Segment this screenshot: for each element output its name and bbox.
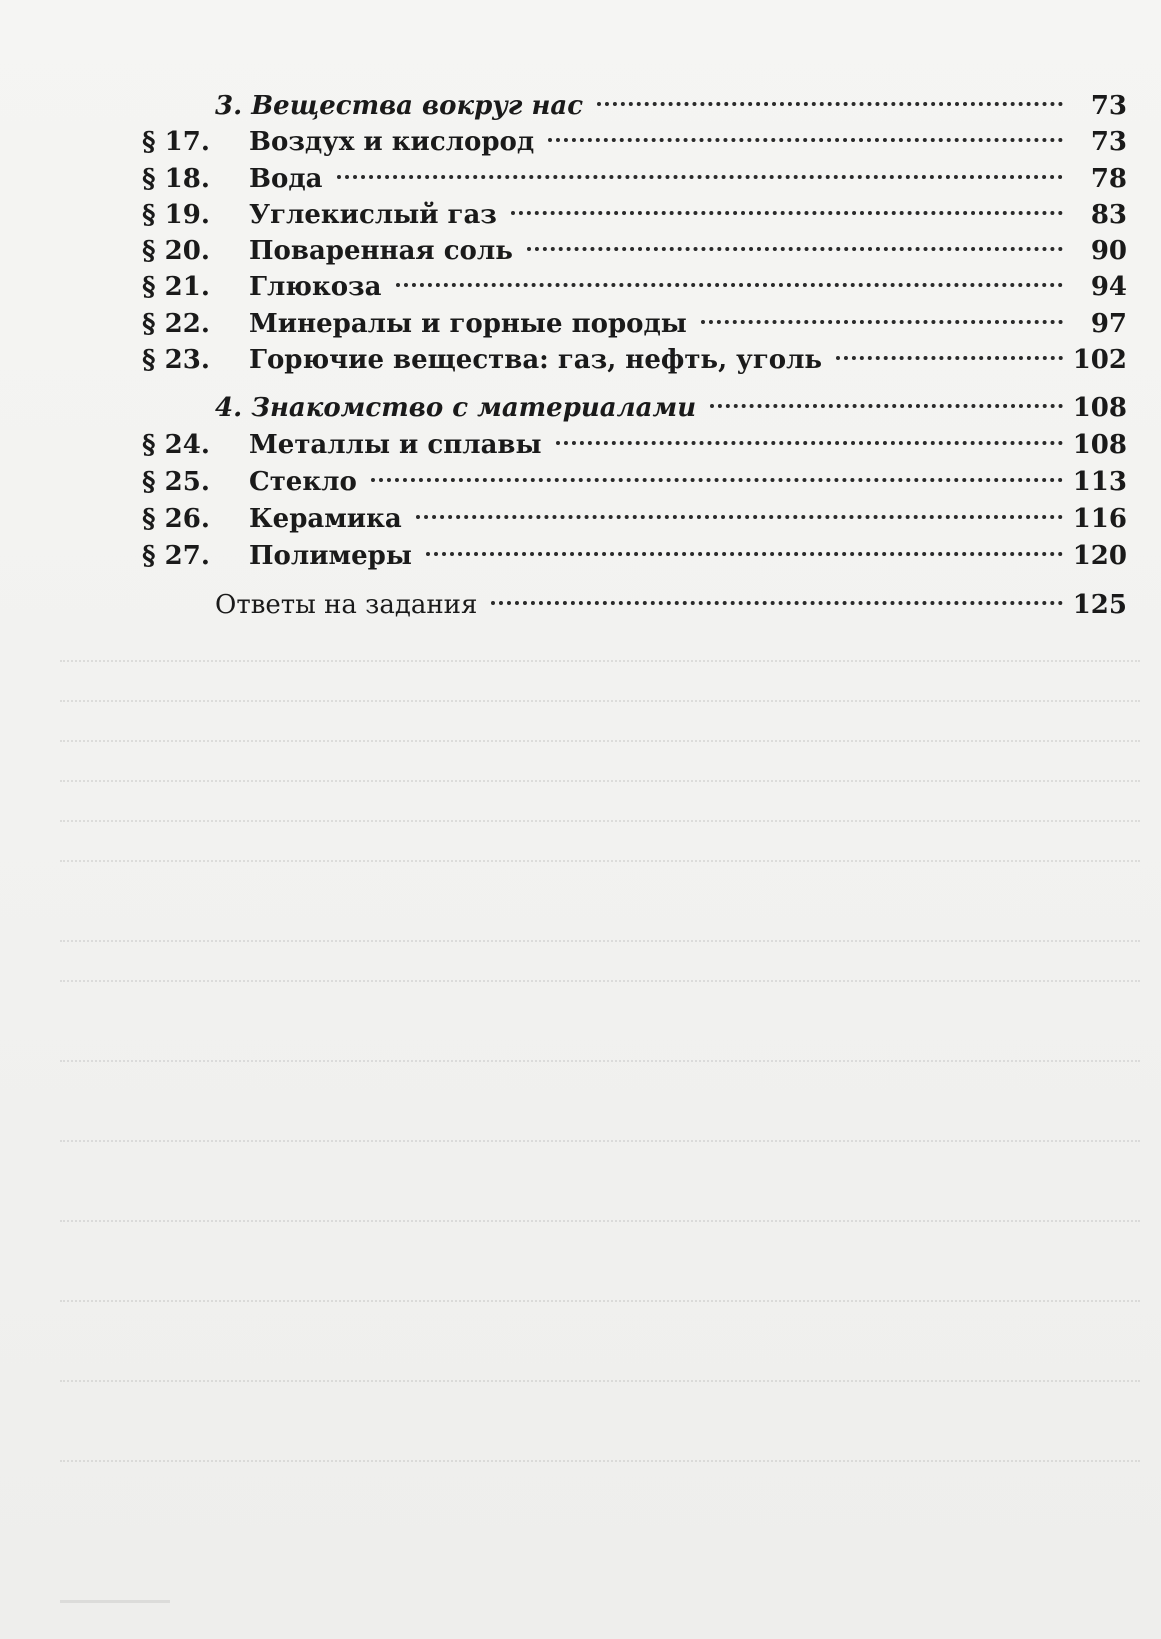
toc-entry-title: Металлы и сплавы: [249, 430, 542, 460]
toc-entry-section-number: § 25.: [142, 467, 210, 497]
toc-entry-title-wrap: [249, 463, 1071, 501]
ghost-line: [60, 1380, 1140, 1383]
toc-entry-title-wrap: [249, 537, 1071, 575]
dot-leader: [491, 601, 1063, 605]
toc-entry-page: 73: [1090, 127, 1127, 157]
ghost-line: [60, 1140, 1140, 1143]
toc-entry-section-27: [0, 537, 1161, 575]
toc-entry-section-20: [0, 232, 1161, 270]
toc-entry-title-wrap: [249, 268, 1071, 306]
toc-entry-section-number: § 22.: [142, 309, 210, 339]
toc-entry-page: 102: [1072, 345, 1127, 375]
toc-entry-title-wrap: [215, 389, 1071, 427]
toc-entry-page: 78: [1090, 164, 1127, 194]
toc-entry-page: 125: [1072, 590, 1127, 620]
toc-entry-section-17: [0, 123, 1161, 161]
ghost-line: [60, 820, 1140, 823]
toc-entry-section-18: [0, 160, 1161, 198]
dot-leader: [556, 441, 1063, 445]
ghost-line: [60, 1060, 1140, 1063]
dot-leader: [371, 478, 1063, 482]
toc-entry-title: Углекислый газ: [249, 200, 497, 230]
toc-entry-title-wrap: [215, 87, 1071, 125]
ghost-line: [60, 700, 1140, 703]
ghost-line: [60, 660, 1140, 663]
dot-leader: [710, 404, 1063, 408]
toc-entry-page: 116: [1072, 504, 1127, 534]
toc-entry-title-wrap: [249, 232, 1071, 270]
toc-entry-section-number: § 17.: [142, 127, 210, 157]
ghost-line: [60, 1460, 1140, 1463]
toc-entry-page: 83: [1090, 200, 1127, 230]
dot-leader: [426, 552, 1063, 556]
toc-entry-title: Горючие вещества: газ, нефть, уголь: [249, 345, 823, 375]
ghost-line: [60, 1300, 1140, 1303]
toc-entry-section-25: [0, 463, 1161, 501]
toc-entry-answers: [0, 586, 1161, 624]
toc-entry-title-wrap: [249, 305, 1071, 343]
toc-entry-title-wrap: [249, 160, 1071, 198]
toc-entry-section-19: [0, 196, 1161, 234]
toc-entry-section-number: § 27.: [142, 541, 210, 571]
dot-leader: [701, 320, 1063, 324]
toc-entry-section-26: [0, 500, 1161, 538]
toc-entry-section-21: [0, 268, 1161, 306]
toc-entry-section-number: § 19.: [142, 200, 210, 230]
toc-entry-title: Полимеры: [249, 541, 412, 571]
dot-leader: [337, 175, 1064, 179]
toc-entry-section-22: [0, 305, 1161, 343]
toc-entry-title: Воздух и кислород: [249, 127, 535, 157]
toc-entry-title: 4. Знакомство с материалами: [215, 393, 697, 423]
toc-entry-section-number: § 20.: [142, 236, 210, 266]
ghost-line: [60, 940, 1140, 943]
toc-entry-title-wrap: [249, 341, 1071, 379]
toc-entry-section-24: [0, 426, 1161, 464]
toc-entry-title: Ответы на задания: [215, 590, 478, 620]
ghost-line: [60, 780, 1140, 783]
toc-entry-title-wrap: [249, 426, 1071, 464]
dot-leader: [597, 102, 1063, 106]
ghost-line: [60, 740, 1140, 743]
dot-leader: [527, 247, 1063, 251]
toc-entry-section-number: § 23.: [142, 345, 210, 375]
toc-entry-chapter-3: [0, 87, 1161, 125]
toc-entry-page: 108: [1072, 393, 1127, 423]
toc-entry-title-wrap: [215, 586, 1071, 624]
toc-entry-title: Стекло: [249, 467, 357, 497]
toc-entry-section-number: § 21.: [142, 272, 210, 302]
ghost-line: [60, 860, 1140, 863]
dot-leader: [548, 138, 1063, 142]
toc-entry-section-number: § 24.: [142, 430, 210, 460]
toc-entry-title: Минералы и горные породы: [249, 309, 687, 339]
toc-entry-page: 113: [1072, 467, 1127, 497]
toc-entry-page: 108: [1072, 430, 1127, 460]
toc-entry-page: 73: [1090, 91, 1127, 121]
toc-entry-section-number: § 18.: [142, 164, 210, 194]
toc-entry-chapter-4: [0, 389, 1161, 427]
toc-entry-title: Глюкоза: [249, 272, 382, 302]
toc-entry-page: 120: [1072, 541, 1127, 571]
dot-leader: [396, 283, 1063, 287]
toc-entry-title: Поваренная соль: [249, 236, 513, 266]
toc-entry-title: Керамика: [249, 504, 402, 534]
dot-leader: [836, 356, 1063, 360]
toc-entry-section-number: § 26.: [142, 504, 210, 534]
toc-entry-page: 90: [1090, 236, 1127, 266]
dot-leader: [511, 211, 1063, 215]
dot-leader: [416, 515, 1063, 519]
toc-entry-title-wrap: [249, 123, 1071, 161]
toc-entry-title: 3. Вещества вокруг нас: [215, 91, 584, 121]
toc-entry-title: Вода: [249, 164, 323, 194]
ghost-page-number: [60, 1540, 170, 1603]
ghost-line: [60, 1220, 1140, 1223]
toc-entry-page: 94: [1090, 272, 1127, 302]
toc-entry-page: 97: [1090, 309, 1127, 339]
ghost-line: [60, 980, 1140, 983]
toc-entry-section-23: [0, 341, 1161, 379]
toc-entry-title-wrap: [249, 196, 1071, 234]
bleed-through-background: [60, 640, 1140, 1600]
toc-entry-title-wrap: [249, 500, 1071, 538]
